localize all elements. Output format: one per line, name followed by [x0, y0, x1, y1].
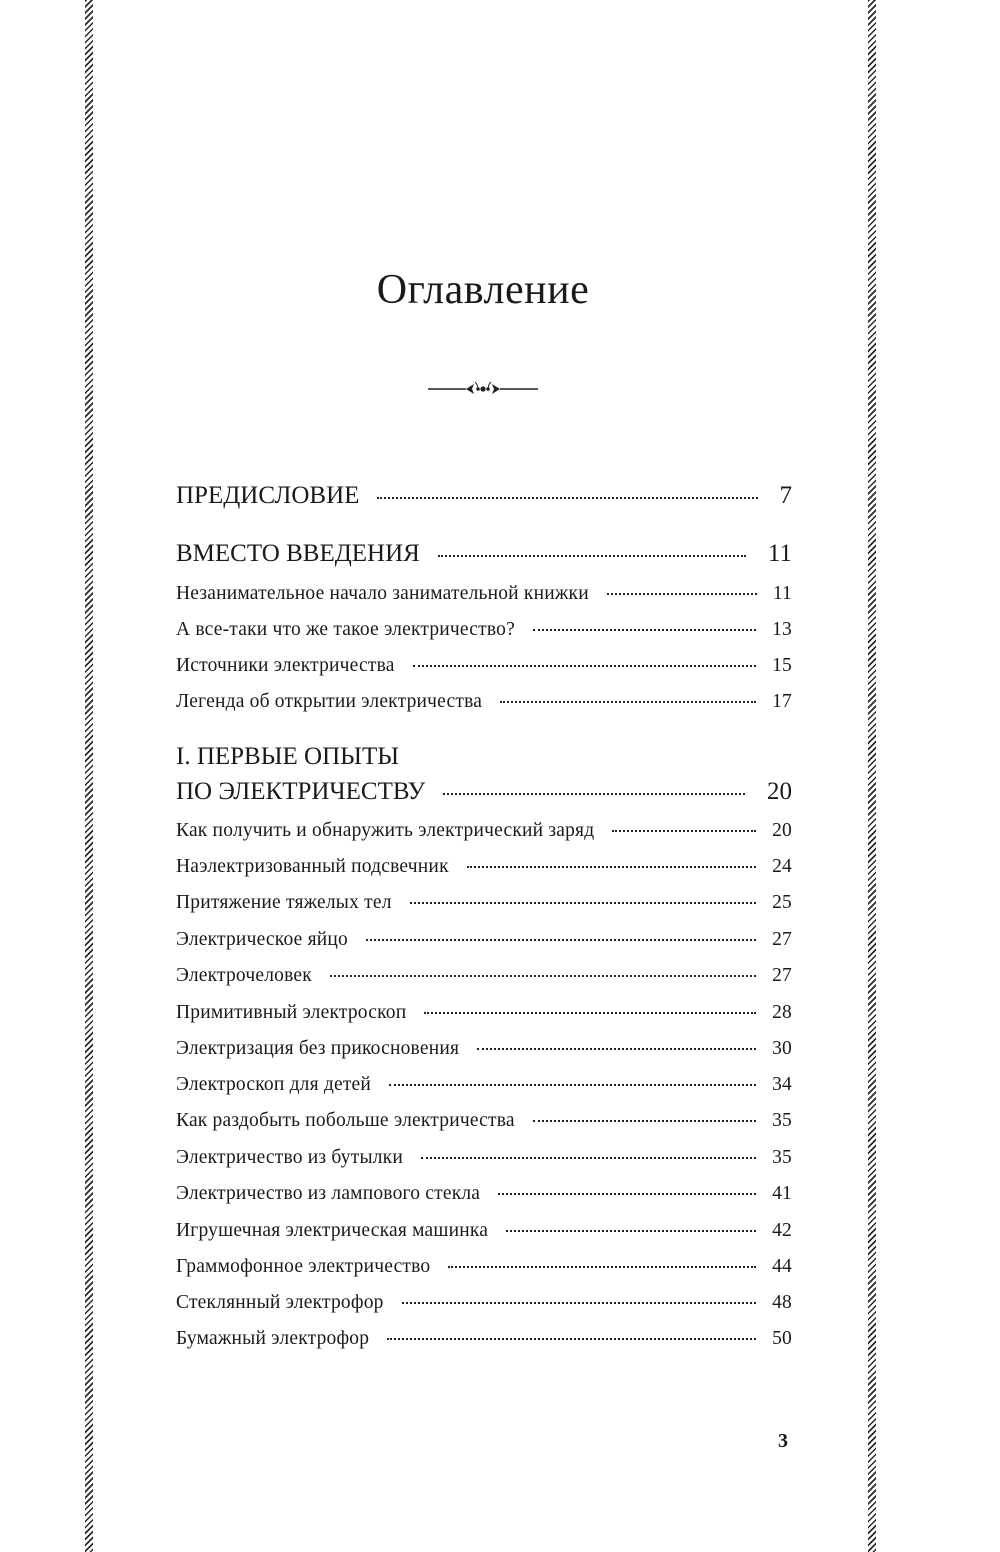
toc-entry-label: ПО ЭЛЕКТРИЧЕСТВУ [176, 778, 426, 805]
toc-entry-page: 28 [772, 1002, 792, 1023]
toc-entry-label: Стеклянный электрофор [176, 1292, 384, 1313]
toc-entry-label: Электрочеловек [176, 965, 312, 986]
page-number: 3 [778, 1430, 788, 1452]
toc-entry-label: Как раздобыть побольше электричества [176, 1110, 515, 1131]
toc-entry-label: Бумажный электрофор [176, 1328, 370, 1349]
toc-entry-label: ВМЕСТО ВВЕДЕНИЯ [176, 540, 420, 567]
toc-entry-page: 15 [772, 655, 792, 676]
dot-leader [533, 628, 756, 631]
dot-leader [421, 1156, 756, 1159]
toc-subentry[interactable] [176, 1290, 792, 1316]
decorative-border-left [85, 0, 93, 1552]
toc-subentry[interactable] [176, 653, 792, 679]
toc-entry-page: 48 [772, 1292, 792, 1313]
toc-entry-chapter1[interactable] [176, 776, 792, 808]
dot-leader [424, 1011, 756, 1014]
dot-leader [467, 865, 756, 868]
dot-leader [607, 592, 757, 595]
toc-entry-page: 20 [767, 778, 792, 805]
dot-leader [438, 554, 746, 557]
toc-entry-page: 30 [772, 1038, 792, 1059]
toc-entry-preface[interactable] [176, 480, 792, 512]
toc-entry-page: 17 [772, 691, 792, 712]
dot-leader [387, 1337, 756, 1340]
toc-subentry[interactable] [176, 1108, 792, 1134]
toc-entry-page: 11 [767, 540, 792, 567]
toc-entry-label: Легенда об открытии электричества [176, 691, 483, 712]
dot-leader [500, 700, 756, 703]
dot-leader [410, 901, 756, 904]
toc-entry-label: Как получить и обнаружить электрический заряд [176, 820, 595, 841]
toc-subentry[interactable] [176, 1145, 792, 1171]
toc-entry-page: 13 [772, 619, 792, 640]
toc-entry-label: Электроскоп для детей [176, 1074, 372, 1095]
dot-leader [389, 1083, 756, 1086]
toc-entry-page: 7 [779, 482, 792, 509]
toc-subentry[interactable] [176, 1254, 792, 1280]
toc-entry-page: 35 [772, 1147, 792, 1168]
toc-entry-label: Электрическое яйцо [176, 929, 348, 950]
dot-leader [477, 1047, 756, 1050]
toc-subentry[interactable] [176, 1072, 792, 1098]
toc-entry-label: Источники электричества [176, 655, 395, 676]
dot-leader [330, 974, 756, 977]
toc-entry-page: 35 [772, 1110, 792, 1131]
toc-subentry[interactable] [176, 890, 792, 916]
toc-entry-page: 34 [772, 1074, 792, 1095]
toc-entry-label: Граммофонное электричество [176, 1256, 431, 1277]
toc-subentry[interactable] [176, 1326, 792, 1352]
toc-entry-page: 27 [772, 965, 792, 986]
dot-leader [533, 1119, 756, 1122]
dot-leader [377, 496, 757, 499]
toc-entry-page: 44 [772, 1256, 792, 1277]
dot-leader [402, 1301, 756, 1304]
ornament-divider-icon [426, 378, 540, 400]
toc-entry-page: 24 [772, 856, 792, 877]
toc-subentry[interactable] [176, 1036, 792, 1062]
toc-entry-label: Игрушечная электрическая машинка [176, 1220, 489, 1241]
toc-entry-intro[interactable] [176, 538, 792, 570]
toc-subentry[interactable] [176, 1218, 792, 1244]
dot-leader [506, 1229, 756, 1232]
toc-subentry[interactable] [176, 689, 792, 715]
dot-leader [612, 829, 756, 832]
decorative-border-right [868, 0, 876, 1552]
toc-subentry[interactable] [176, 1181, 792, 1207]
toc-entry-page: 42 [772, 1220, 792, 1241]
dot-leader [366, 938, 756, 941]
page-title: Оглавление [376, 267, 590, 313]
dot-leader [443, 792, 745, 795]
toc-subentry[interactable] [176, 818, 792, 844]
toc-entry-label: Примитивный электроскоп [176, 1002, 407, 1023]
toc-subentry[interactable] [176, 617, 792, 643]
dot-leader [413, 664, 756, 667]
toc-entry-label: ПРЕДИСЛОВИЕ [176, 482, 360, 509]
toc-entry-page: 41 [772, 1183, 792, 1204]
toc-subentry[interactable] [176, 581, 792, 607]
toc-subentry[interactable] [176, 927, 792, 953]
toc-entry-label: А все-таки что же такое электричество? [176, 619, 515, 640]
toc-entry-page: 50 [772, 1328, 792, 1349]
toc-subentry[interactable] [176, 854, 792, 880]
dot-leader [448, 1265, 756, 1268]
toc-entry-label: Электричество из лампового стекла [176, 1183, 481, 1204]
toc-entry-label: Притяжение тяжелых тел [176, 892, 392, 913]
toc-entry-label: Электричество из бутылки [176, 1147, 403, 1168]
toc-entry-page: 25 [772, 892, 792, 913]
toc-entry-page: 27 [772, 929, 792, 950]
toc-subentry[interactable] [176, 1000, 792, 1026]
toc-entry-label: Наэлектризованный подсвечник [176, 856, 449, 877]
toc-entry-page: 20 [772, 820, 792, 841]
toc-chapter-heading-line1: I. ПЕРВЫЕ ОПЫТЫ [176, 743, 400, 770]
dot-leader [498, 1192, 756, 1195]
toc-entry-label: Незанимательное начало занимательной книжки [176, 583, 589, 604]
toc-subentry[interactable] [176, 963, 792, 989]
toc-entry-label: Электризация без прикосновения [176, 1038, 460, 1059]
toc-entry-page: 11 [772, 583, 792, 604]
